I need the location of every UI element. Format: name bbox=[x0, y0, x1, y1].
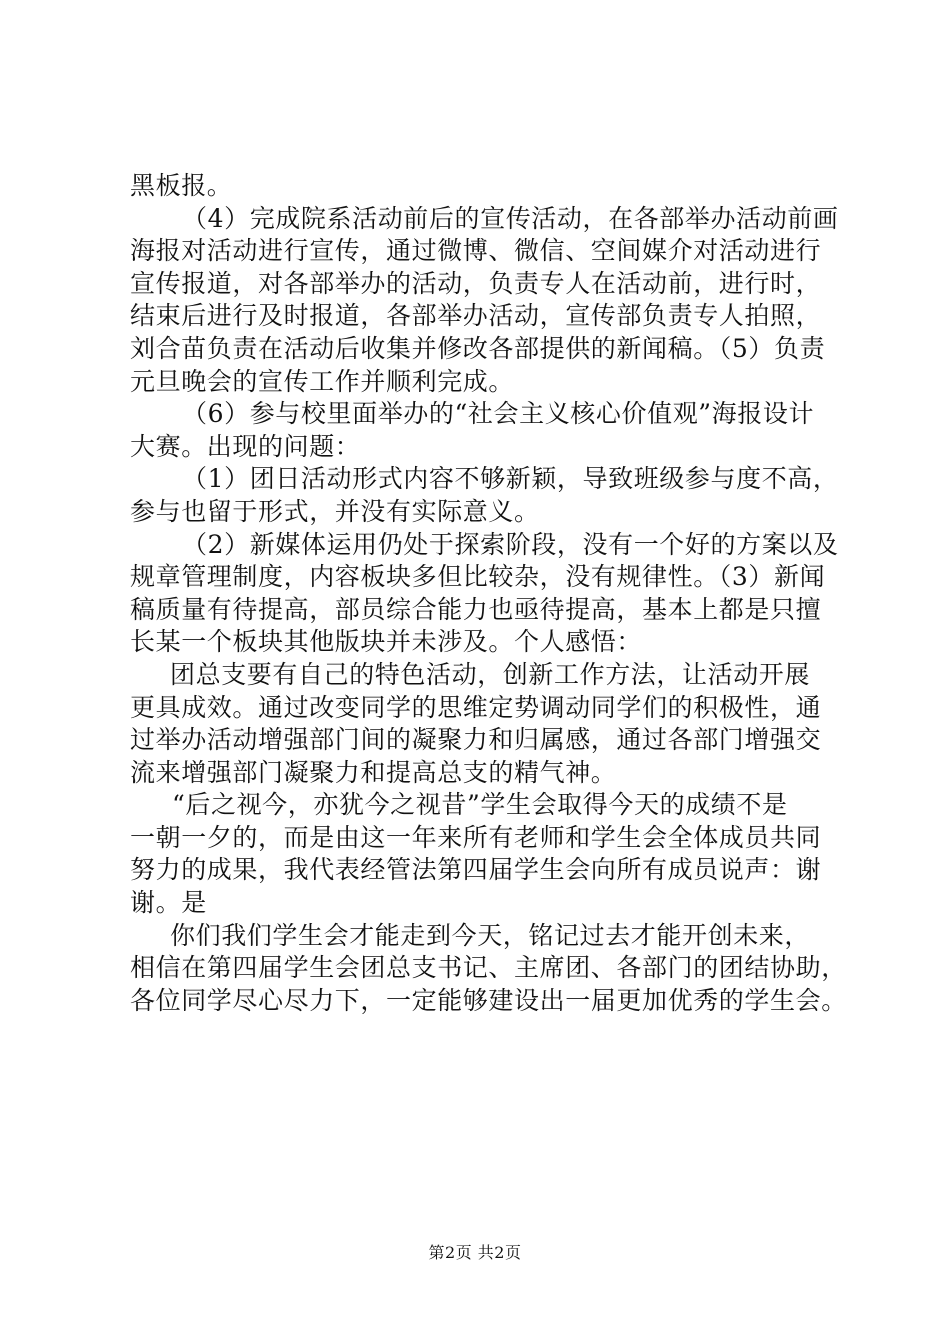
page-footer: 第2页 共2页 bbox=[428, 1243, 522, 1262]
text-line: 一朝一夕的，而是由这一年来所有老师和学生会全体成员共同 bbox=[130, 822, 822, 852]
text-line: 相信在第四届学生会团总支书记、主席团、各部门的团结协助， bbox=[130, 953, 847, 983]
text-line: 刘合苗负责在活动后收集并修改各部提供的新闻稿。（5）负责 bbox=[130, 333, 826, 363]
text-line: 参与也留于形式，并没有实际意义。 bbox=[130, 496, 540, 526]
text-line: （6）参与校里面举办的“社会主义核心价值观”海报设计 bbox=[182, 399, 815, 429]
text-line: 元旦晚会的宣传工作并顺利完成。 bbox=[130, 366, 515, 396]
text-line: 规章管理制度，内容板块多但比较杂，没有规律性。（3）新闻 bbox=[130, 562, 826, 592]
text-line: 海报对活动进行宣传，通过微博、微信、空间媒介对活动进行 bbox=[130, 236, 822, 266]
text-line: （2）新媒体运用仍处于探索阶段，没有一个好的方案以及 bbox=[182, 529, 839, 559]
text-line: （4）完成院系活动前后的宣传活动，在各部举办活动前画 bbox=[182, 203, 839, 233]
text-line: 黑板报。 bbox=[130, 171, 233, 200]
text-line: 流来增强部门凝聚力和提高总支的精气神。 bbox=[130, 757, 617, 787]
text-line: 过举办活动增强部门间的凝聚力和归属感，通过各部门增强交 bbox=[130, 725, 822, 755]
text-line: 谢。是 bbox=[130, 888, 207, 918]
text-line: 各位同学尽心尽力下，一定能够建设出一届更加优秀的学生会。 bbox=[130, 985, 847, 1015]
text-line: 团总支要有自己的特色活动，创新工作方法，让活动开展 bbox=[170, 659, 811, 689]
text-line: 宣传报道，对各部举办的活动，负责专人在活动前，进行时， bbox=[130, 268, 822, 298]
text-line: 你们我们学生会才能走到今天，铭记过去才能开创未来， bbox=[170, 920, 811, 950]
text-line: 稿质量有待提高，部员综合能力也亟待提高，基本上都是只擅 bbox=[130, 594, 822, 624]
text-line: （1）团日活动形式内容不够新颖，导致班级参与度不高， bbox=[182, 464, 839, 494]
document-body bbox=[130, 170, 847, 1017]
text-line: 大赛。出现的问题： bbox=[130, 431, 361, 461]
text-line: 长某一个板块其他版块并未涉及。个人感悟： bbox=[130, 627, 643, 657]
text-line: 结束后进行及时报道，各部举办活动，宣传部负责专人拍照， bbox=[130, 301, 822, 331]
text-line: 努力的成果，我代表经管法第四届学生会向所有成员说声：谢 bbox=[130, 855, 822, 885]
text-line: 更具成效。通过改变同学的思维定势调动同学们的积极性，通 bbox=[130, 692, 822, 722]
text-line: “后之视今，亦犹今之视昔”学生会取得今天的成绩不是 bbox=[172, 790, 788, 820]
